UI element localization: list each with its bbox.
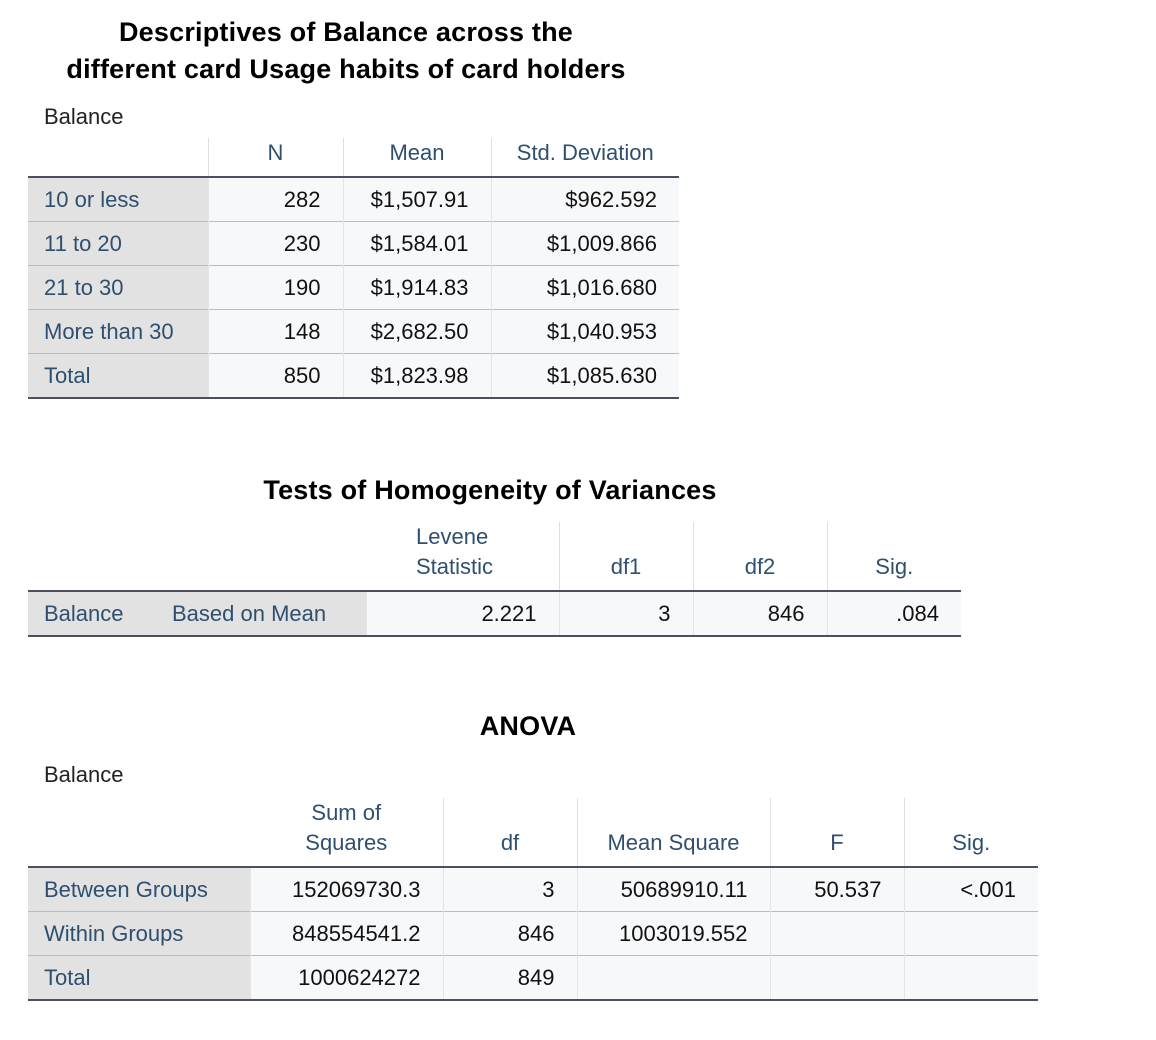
table-row — [28, 956, 1038, 1001]
homogeneity-header-row — [28, 522, 961, 591]
col-header-mean-square: Mean Square — [577, 798, 770, 867]
homogeneity-header-blank-1 — [28, 522, 158, 591]
cell-mean-square — [577, 956, 770, 1001]
anova-table — [28, 798, 1038, 1001]
cell-n: 282 — [208, 177, 343, 222]
cell-f — [770, 956, 904, 1001]
table-row — [28, 266, 679, 310]
cell-mean: $1,823.98 — [343, 354, 491, 399]
cell-df: 849 — [443, 956, 577, 1001]
cell-n: 230 — [208, 222, 343, 266]
ss-header-line1: Sum of — [311, 800, 382, 825]
table-row — [28, 222, 679, 266]
cell-sum-of-squares: 1000624272 — [250, 956, 443, 1001]
descriptives-title — [0, 14, 692, 88]
row-label-variable: Balance — [28, 591, 158, 636]
table-row — [28, 177, 679, 222]
col-header-std-deviation: Std. Deviation — [491, 138, 679, 177]
col-header-f: F — [770, 798, 904, 867]
col-header-df: df — [443, 798, 577, 867]
col-header-levene-statistic — [366, 522, 559, 591]
row-label: 10 or less — [28, 177, 208, 222]
descriptives-header-blank — [28, 138, 208, 177]
cell-n: 190 — [208, 266, 343, 310]
levene-header-line1: Levene — [416, 524, 489, 549]
cell-n: 850 — [208, 354, 343, 399]
col-header-n: N — [208, 138, 343, 177]
cell-df1: 3 — [559, 591, 693, 636]
cell-sig — [904, 912, 1038, 956]
col-header-sig: Sig. — [827, 522, 961, 591]
anova-header-blank — [28, 798, 250, 867]
cell-df: 3 — [443, 867, 577, 912]
cell-df: 846 — [443, 912, 577, 956]
cell-std-deviation: $962.592 — [491, 177, 679, 222]
col-header-df1: df1 — [559, 522, 693, 591]
col-header-mean: Mean — [343, 138, 491, 177]
col-header-sig: Sig. — [904, 798, 1038, 867]
cell-sig: .084 — [827, 591, 961, 636]
table-row — [28, 310, 679, 354]
descriptives-table — [28, 138, 679, 399]
row-label: 11 to 20 — [28, 222, 208, 266]
descriptives-caption: Balance — [44, 104, 124, 129]
row-label: Within Groups — [28, 912, 250, 956]
anova-title: ANOVA — [479, 711, 577, 741]
cell-sum-of-squares: 848554541.2 — [250, 912, 443, 956]
cell-mean: $1,914.83 — [343, 266, 491, 310]
cell-levene-statistic: 2.221 — [366, 591, 559, 636]
cell-n: 148 — [208, 310, 343, 354]
cell-mean: $2,682.50 — [343, 310, 491, 354]
row-label: 21 to 30 — [28, 266, 208, 310]
levene-header-line2: Statistic — [416, 554, 494, 579]
descriptives-title-line2: different card Usage habits of card holders — [66, 54, 626, 84]
cell-std-deviation: $1,016.680 — [491, 266, 679, 310]
table-row — [28, 867, 1038, 912]
homogeneity-header-blank-2 — [158, 522, 366, 591]
anova-caption: Balance — [44, 762, 124, 787]
descriptives-header-row — [28, 138, 679, 177]
cell-mean: $1,584.01 — [343, 222, 491, 266]
cell-std-deviation: $1,085.630 — [491, 354, 679, 399]
cell-mean: $1,507.91 — [343, 177, 491, 222]
anova-header-row — [28, 798, 1038, 867]
row-label: More than 30 — [28, 310, 208, 354]
cell-mean-square: 50689910.11 — [577, 867, 770, 912]
cell-std-deviation: $1,009.866 — [491, 222, 679, 266]
col-header-sum-of-squares — [250, 798, 443, 867]
cell-f — [770, 912, 904, 956]
descriptives-title-line1: Descriptives of Balance across the — [118, 17, 573, 47]
cell-sum-of-squares: 152069730.3 — [250, 867, 443, 912]
table-row — [28, 912, 1038, 956]
row-label-based-on: Based on Mean — [158, 591, 366, 636]
cell-mean-square: 1003019.552 — [577, 912, 770, 956]
table-row — [28, 591, 961, 636]
cell-f: 50.537 — [770, 867, 904, 912]
row-label: Total — [28, 956, 250, 1001]
cell-std-deviation: $1,040.953 — [491, 310, 679, 354]
table-row — [28, 354, 679, 399]
cell-df2: 846 — [693, 591, 827, 636]
homogeneity-table — [28, 522, 961, 637]
cell-sig: <.001 — [904, 867, 1038, 912]
col-header-df2: df2 — [693, 522, 827, 591]
row-label: Between Groups — [28, 867, 250, 912]
row-label: Total — [28, 354, 208, 399]
homogeneity-title: Tests of Homogeneity of Variances — [263, 475, 717, 505]
ss-header-line2: Squares — [305, 830, 388, 855]
cell-sig — [904, 956, 1038, 1001]
